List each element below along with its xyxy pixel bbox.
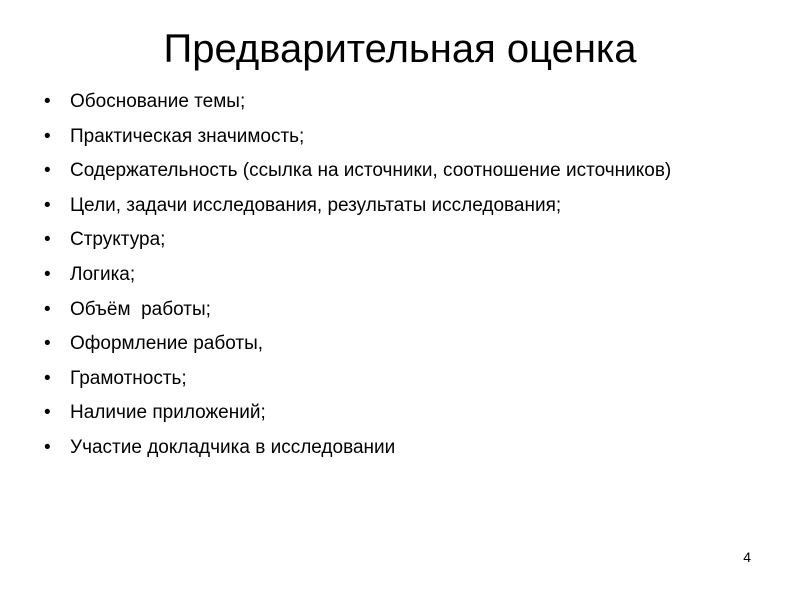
bullet-icon: •: [44, 125, 51, 147]
list-item: [44, 366, 744, 392]
list-item-text: Структура;: [70, 229, 166, 251]
list-item-text: Оформление работы,: [70, 333, 264, 355]
list-item-text: Наличие приложений;: [70, 402, 266, 424]
list-item: [44, 158, 744, 184]
list-item-text: Объём работы;: [70, 298, 211, 320]
list-item: [44, 435, 744, 461]
list-item: [44, 262, 744, 288]
bullet-list: [44, 89, 744, 470]
list-item: [44, 297, 744, 323]
list-item: [44, 89, 744, 115]
page-number: 4: [743, 549, 751, 565]
list-item: [44, 331, 744, 357]
bullet-icon: •: [44, 194, 51, 216]
list-item-text: Содержательность (ссылка на источники, соотношение источников): [70, 160, 672, 182]
bullet-icon: •: [44, 333, 51, 355]
list-item-text: Участие докладчика в исследовании: [70, 436, 396, 458]
list-item-text: Цели, задачи исследования, результаты исследования;: [70, 194, 562, 216]
list-item-text: Грамотность;: [70, 367, 187, 389]
list-item: [44, 193, 744, 219]
bullet-icon: •: [44, 229, 51, 251]
bullet-icon: •: [44, 263, 51, 285]
list-item: [44, 227, 744, 253]
list-item-text: Практическая значимость;: [70, 125, 305, 147]
list-item: [44, 400, 744, 426]
list-item-text: Логика;: [70, 263, 136, 285]
bullet-icon: •: [44, 402, 51, 424]
bullet-icon: •: [44, 436, 51, 458]
bullet-icon: •: [44, 91, 51, 112]
bullet-icon: •: [44, 298, 51, 320]
bullet-icon: •: [44, 160, 51, 182]
slide-title: Предварительная оценка: [163, 27, 637, 71]
bullet-icon: •: [44, 367, 51, 389]
list-item: [44, 124, 744, 150]
list-item-text: Обоснование темы;: [70, 91, 246, 112]
